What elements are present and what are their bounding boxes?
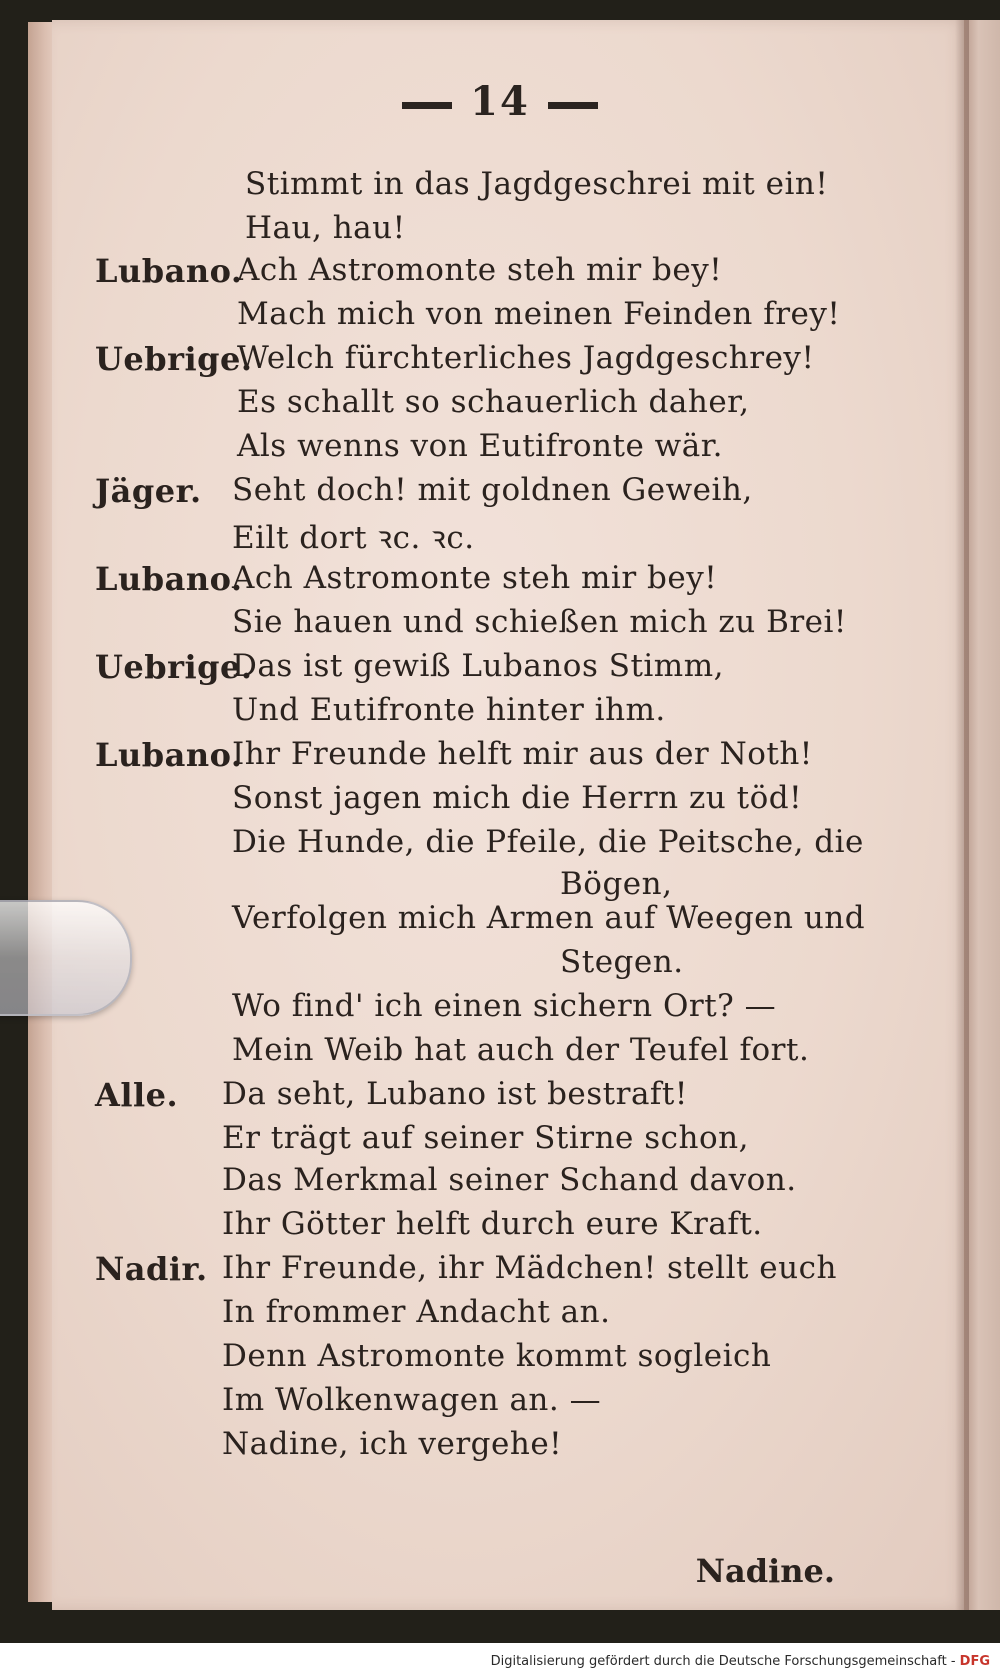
speaker-name: Lubano. bbox=[95, 252, 243, 290]
verse-line-text: Da seht, Lubano ist bestraft! bbox=[222, 1076, 688, 1112]
dfg-logo: DFG bbox=[959, 1654, 990, 1669]
verse-line-text: Ihr Götter helft durch eure Kraft. bbox=[222, 1206, 763, 1242]
verse-line-text: Im Wolkenwagen an. — bbox=[222, 1382, 602, 1418]
footer-credit bbox=[491, 1654, 990, 1669]
verse-line-text: Es schallt so schauerlich daher, bbox=[237, 384, 750, 420]
verse-line-text: Das Merkmal seiner Schand davon. bbox=[222, 1162, 797, 1198]
speaker-name: Uebrige. bbox=[95, 340, 253, 378]
verse-line-text: Das ist gewiß Lubanos Stimm, bbox=[232, 648, 724, 684]
verse-line-text: Ach Astromonte steh mir bey! bbox=[232, 560, 718, 596]
speaker-name: Uebrige. bbox=[95, 648, 253, 686]
verse-line-text: Ach Astromonte steh mir bey! bbox=[237, 252, 723, 288]
verse-line-text: Nadine, ich vergehe! bbox=[222, 1426, 563, 1462]
verse-line-text: Seht doch! mit goldnen Geweih, bbox=[232, 472, 753, 508]
verse-line-text: Denn Astromonte kommt sogleich bbox=[222, 1338, 772, 1374]
speaker-name: Nadir. bbox=[95, 1250, 208, 1288]
speaker-name: Lubano. bbox=[95, 560, 243, 598]
verse-line-text: Und Eutifronte hinter ihm. bbox=[232, 692, 666, 728]
page-number: 14 bbox=[470, 78, 530, 125]
footer-credit-text: Digitalisierung gefördert durch die Deutsche Forschungsgemeinschaft - bbox=[490, 1654, 956, 1669]
verse-line-text: Bögen, bbox=[560, 866, 673, 902]
verse-line-text: Sie hauen und schießen mich zu Brei! bbox=[232, 604, 847, 640]
verse-line-text: Als wenns von Eutifronte wär. bbox=[237, 428, 723, 464]
header-rule-left bbox=[402, 102, 452, 109]
speaker-name: Lubano. bbox=[95, 736, 243, 774]
verse-line-text: Stegen. bbox=[560, 944, 684, 980]
speaker-name: Alle. bbox=[95, 1076, 179, 1114]
verse-line-text: Sonst jagen mich die Herrn zu töd! bbox=[232, 780, 803, 816]
catchword: Nadine. bbox=[695, 1552, 835, 1590]
verse-line-text: Eilt dort ꝛc. ꝛc. bbox=[232, 520, 475, 556]
verse-line-text: Die Hunde, die Pfeile, die Peitsche, die bbox=[232, 824, 864, 860]
page-header bbox=[0, 78, 1000, 125]
verse-line-text: Wo find' ich einen sichern Ort? — bbox=[232, 988, 777, 1024]
header-rule-right bbox=[548, 102, 598, 109]
verse-line-text: Hau, hau! bbox=[245, 210, 406, 246]
verse-line-text: Ihr Freunde, ihr Mädchen! stellt euch bbox=[222, 1250, 837, 1286]
gutter-shadow bbox=[955, 20, 969, 1610]
speaker-name: Jäger. bbox=[95, 472, 202, 510]
verse-line-text: Stimmt in das Jagdgeschrei mit ein! bbox=[245, 166, 829, 202]
verse-line-text: Er trägt auf seiner Stirne schon, bbox=[222, 1120, 749, 1156]
footer-bar bbox=[0, 1643, 1000, 1673]
verse-line-text: Welch fürchterliches Jagdgeschrey! bbox=[237, 340, 815, 376]
facing-page-edge bbox=[964, 20, 1000, 1610]
verse-line-text: Mein Weib hat auch der Teufel fort. bbox=[232, 1032, 810, 1068]
verse-line-text: Mach mich von meinen Feinden frey! bbox=[237, 296, 841, 332]
page-clip bbox=[0, 900, 132, 1016]
verse-line-text: In frommer Andacht an. bbox=[222, 1294, 611, 1330]
verse-line-text: Ihr Freunde helft mir aus der Noth! bbox=[232, 736, 813, 772]
verse-line-text: Verfolgen mich Armen auf Weegen und bbox=[232, 900, 866, 936]
